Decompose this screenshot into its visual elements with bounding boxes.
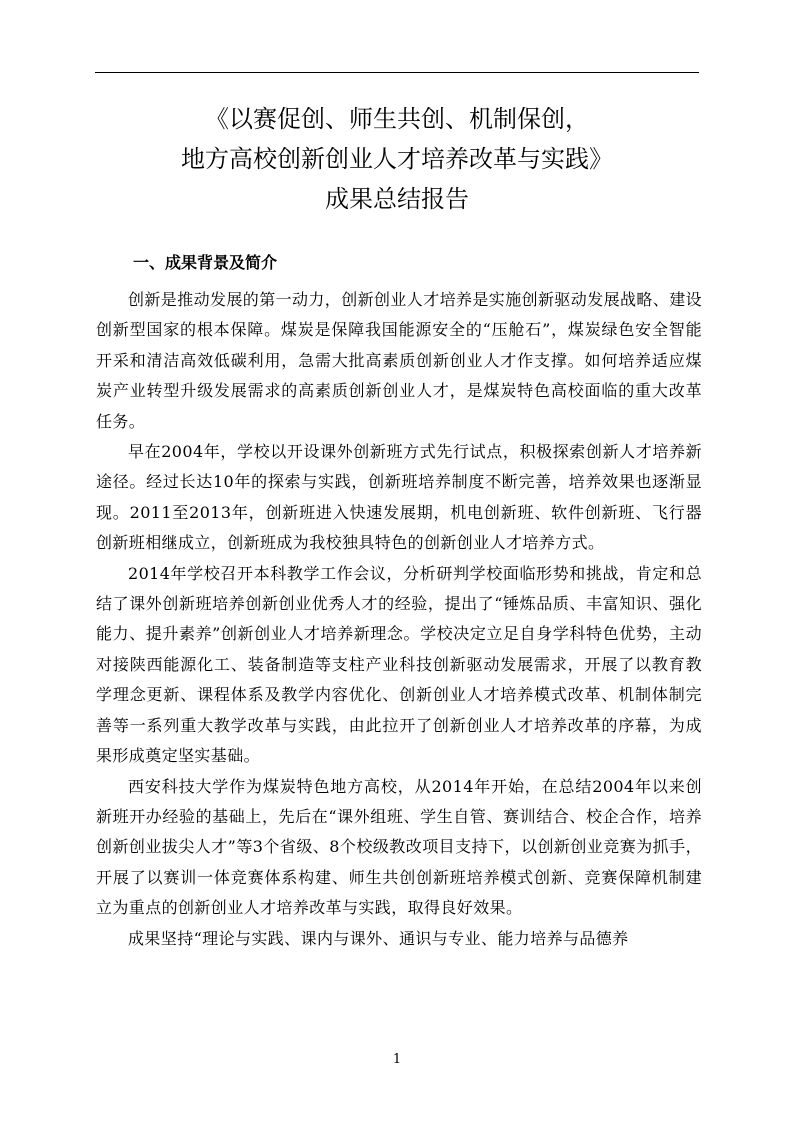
document-title-line-1: 《以赛促创、师生共创、机制保创，	[205, 105, 589, 133]
body-text	[96, 285, 702, 954]
paragraph: 创新是推动发展的第一动力，创新创业人才培养是实施创新驱动发展战略、建设创新型国家的根本保障。煤炭是保障我国能源安全的“压舱石”，煤炭绿色安全智能开采和清洁高效低碳利用，急需大批高素质创新创业人才作支撑。如何培养适应煤炭产业转型升级发展需求的高素质创新创业人才，是煤炭特色高校面临的重大改革任务。	[96, 290, 703, 431]
document-title-line-2: 地方高校创新创业人才培养改革与实践》	[181, 145, 613, 173]
section-heading: 一、成果背景及简介	[133, 253, 278, 272]
document-title-line-3: 成果总结报告	[325, 185, 469, 213]
header-rule	[95, 72, 699, 73]
paragraph: 成果坚持“理论与实践、课内与课外、通识与专业、能力培养与品德养	[128, 928, 629, 948]
page-number: 1	[392, 1052, 402, 1067]
paragraph: 西安科技大学作为煤炭特色地方高校，从2014年开始，在总结2004年以来创新班开办经验的基础上，先后在“课外组班、学生自管、赛训结合、校企合作，培养创新创业拔尖人才”等3个省级、8个校级教改项目支持下，以创新创业竞赛为抓手，开展了以赛训一体竞赛体系构建、师生共创创新班培养模式创新、竞赛保障机制建立为重点的创新创业人才培养改革与实践，取得良好效果。	[96, 776, 702, 918]
paragraph: 2014年学校召开本科教学工作会议，分析研判学校面临形势和挑战，肯定和总结了课外创新班培养创新创业优秀人才的经验，提出了“锤炼品质、丰富知识、强化能力、提升素养”创新创业人才培养新理念。学校决定立足自身学科特色优势，主动对接陕西能源化工、装备制造等支柱产业科技创新驱动发展需求，开展了以教育教学理念更新、课程体系及教学内容优化、创新创业人才培养模式改革、机制体制完善等一系列重大教学改革与实践，由此拉开了创新创业人才培养改革的序幕，为成果形成奠定坚实基础。	[96, 563, 702, 766]
paragraph: 早在2004年，学校以开设课外创新班方式先行试点，积极探索创新人才培养新途径。经过长达10年的探索与实践，创新班培养制度不断完善，培养效果也逐渐显现。2011至2013年，创新班进入快速发展期，机电创新班、软件创新班、飞行器创新班相继成立，创新班成为我校独具特色的创新创业人才培养方式。	[96, 442, 702, 553]
